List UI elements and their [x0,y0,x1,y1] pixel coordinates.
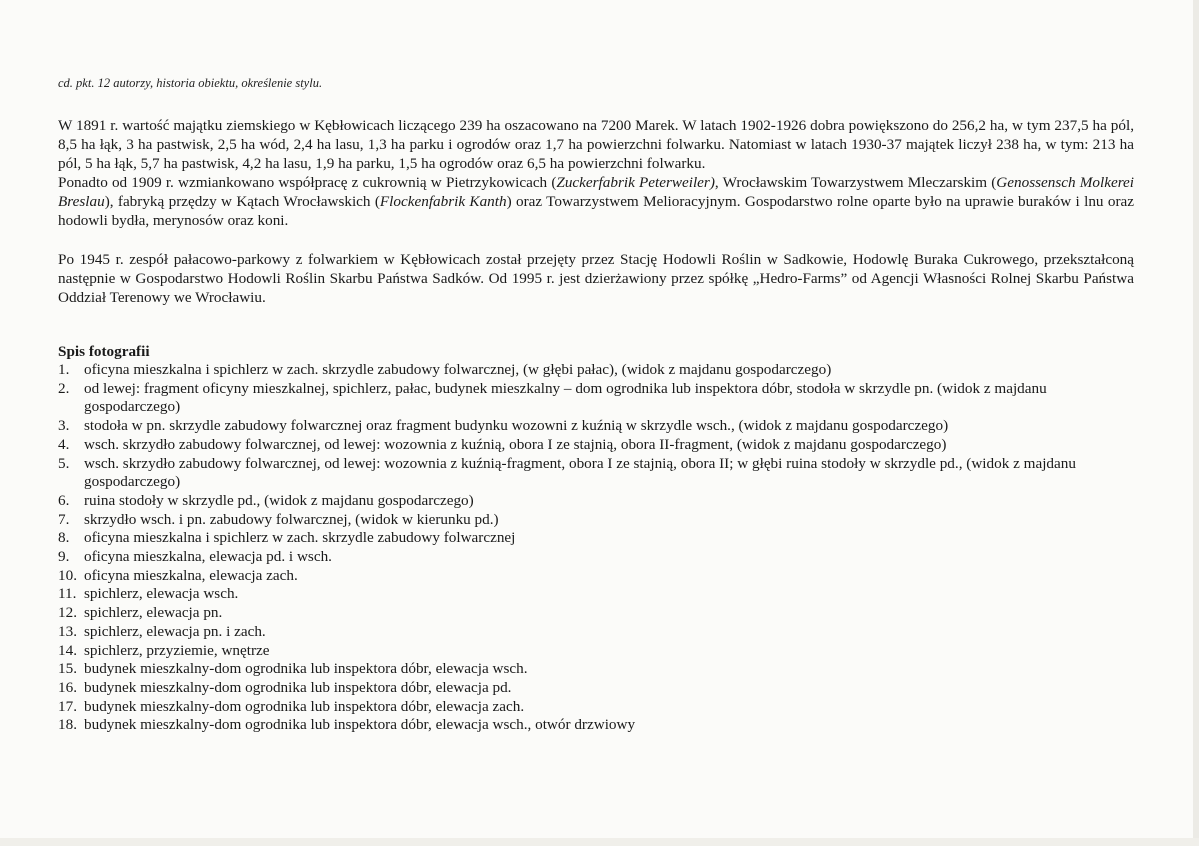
text-span: , Wrocławskim Towarzystwem Mleczarskim ( [714,174,997,191]
list-item-number: 6. [58,491,70,509]
header-note: cd. pkt. 12 autorzy, historia obiektu, określenie stylu. [58,76,323,90]
list-item-number: 14. [58,641,77,659]
list-item [58,436,1138,455]
list-item-number: 1. [58,361,70,378]
history-paragraph-part2 [58,173,1134,230]
list-item [58,511,1138,530]
list-item-number: 13. [58,622,77,640]
list-item [58,698,1138,717]
list-item-number: 17. [58,697,77,715]
list-item-text: ruina stodoły w skrzydle pd., (widok z majdanu gospodarczego) [84,491,474,509]
list-item [58,455,1138,492]
list-item-text: stodoła w pn. skrzydle zabudowy folwarcznej oraz fragment budynku wozowni z kuźnią w skrzydle wsch., (widok z majdanu gospodarczego) [84,417,949,435]
list-item-number: 2. [58,379,70,397]
scan-edge [0,838,1199,846]
list-item [58,361,1138,380]
list-item [58,716,1138,735]
post-war-paragraph: Po 1945 r. zespół pałacowo-parkowy z folwarkiem w Kębłowicach został przejęty przez Stację Hodowli Roślin w Sadkowie, Hodowlę Buraka Cukrowego, przekształconą następnie w Gospodarstwo Hodowli Roślin Skarbu Państwa Sadków. Od 1995 r. jest dzierżawiony przez spółkę „Hedro-Farms” od Agencji Własności Rolnej Skarbu Państwa Oddział Terenowy we Wrocławiu. [58,251,1134,306]
list-item [58,548,1138,567]
list-item-text: wsch. skrzydło zabudowy folwarcznej, od lewej: wozownia z kuźnią-fragment, obora I ze stajnią, obora II; w głębi ruina stodoły w skrzydle pd., (widok z majdanu gospodarczego) [84,454,1076,491]
scan-edge [1193,0,1199,846]
list-item-text: wsch. skrzydło zabudowy folwarcznej, od lewej: wozownia z kuźnią, obora I ze stajnią, obora II-fragment, (widok z majdanu gospodarczego) [84,435,947,453]
text-span: ) oraz Towarzystwem Melioracyjnym. Gospodarstwo rolne oparte było na uprawie buraków i lnu oraz hodowli bydła, merynosów oraz koni. [58,193,1134,229]
list-item-text: skrzydło wsch. i pn. zabudowy folwarcznej, (widok w kierunku pd.) [84,510,499,528]
list-item-text: budynek mieszkalny-dom ogrodnika lub inspektora dóbr, elewacja wsch., otwór drzwiowy [84,716,636,734]
photo-list [58,361,1138,735]
list-item [58,380,1138,417]
photos-heading: Spis fotografii [58,343,150,360]
list-item [58,585,1138,604]
list-item-text: od lewej: fragment oficyny mieszkalnej, spichlerz, pałac, budynek mieszkalny – dom ogrodnika lub inspektora dóbr, stodoła w skrzydle pn. (widok z majdanu gospodarczego) [84,379,1047,416]
list-item-text: spichlerz, elewacja pn. [84,604,223,622]
italic-name: Flockenfabrik Kanth [379,193,507,210]
list-item [58,623,1138,642]
italic-name: Genossensch Molkerei Breslau [58,174,1135,210]
list-item [58,529,1138,548]
list-item-text: budynek mieszkalny-dom ogrodnika lub inspektora dóbr, elewacja pd. [84,678,512,696]
list-item-number: 3. [58,417,70,435]
history-paragraph [58,116,1134,230]
list-item-text: spichlerz, elewacja pn. i zach. [84,622,266,640]
list-item-number: 9. [58,548,70,566]
list-item [58,567,1138,586]
text-span: ), fabryką przędzy w Kątach Wrocławskich ( [104,193,380,210]
list-item-text: budynek mieszkalny-dom ogrodnika lub inspektora dóbr, elewacja zach. [84,697,525,715]
list-item-text: oficyna mieszkalna, elewacja zach. [84,566,298,584]
history-paragraph-part1: W 1891 r. wartość majątku ziemskiego w Kębłowicach liczącego 239 ha oszacowano na 7200 Marek. W latach 1902-1926 dobra powiększono do 256,2 ha, w tym 237,5 ha pól, 8,5 ha łąk, 3 ha pastwisk, 2,5 ha wód, 2,4 ha lasu, 1,3 ha parku i ogrodów oraz 1,7 ha powierzchni folwarku. Natomiast w latach 1930-37 majątek liczył 238 ha, w tym: 213 ha pól, 5 ha łąk, 5,7 ha pastwisk, 4,2 ha lasu, 1,9 ha parku, 1,5 ha ogrodów oraz 6,5 ha powierzchni folwarku. [58,117,1134,172]
italic-name: Zuckerfabrik Peterweiler) [556,174,715,191]
list-item-number: 4. [58,435,70,453]
list-item-number: 8. [58,529,70,547]
list-item-text: spichlerz, przyziemie, wnętrze [84,641,270,659]
list-item-text: spichlerz, elewacja wsch. [84,585,239,603]
list-item-number: 5. [58,454,70,472]
list-item-number: 12. [58,604,77,622]
list-item-number: 15. [58,660,77,678]
list-item [58,417,1138,436]
text-span: Ponadto od 1909 r. wzmiankowano współpracę z cukrownią w Pietrzykowicach ( [58,174,557,191]
list-item [58,642,1138,661]
list-item [58,660,1138,679]
list-item-number: 18. [58,716,77,734]
list-item-number: 16. [58,678,77,696]
list-item [58,679,1138,698]
list-item [58,604,1138,623]
list-item-text: budynek mieszkalny-dom ogrodnika lub inspektora dóbr, elewacja wsch. [84,660,528,678]
list-item-text: oficyna mieszkalna i spichlerz w zach. skrzydle zabudowy folwarcznej, (w głębi pałac), (widok z majdanu gospodarczego) [84,361,832,378]
list-item-number: 10. [58,566,77,584]
list-item-number: 7. [58,510,70,528]
list-item [58,492,1138,511]
list-item-text: oficyna mieszkalna i spichlerz w zach. skrzydle zabudowy folwarcznej [84,529,516,547]
list-item-text: oficyna mieszkalna, elewacja pd. i wsch. [84,548,332,566]
list-item-number: 11. [58,585,77,603]
